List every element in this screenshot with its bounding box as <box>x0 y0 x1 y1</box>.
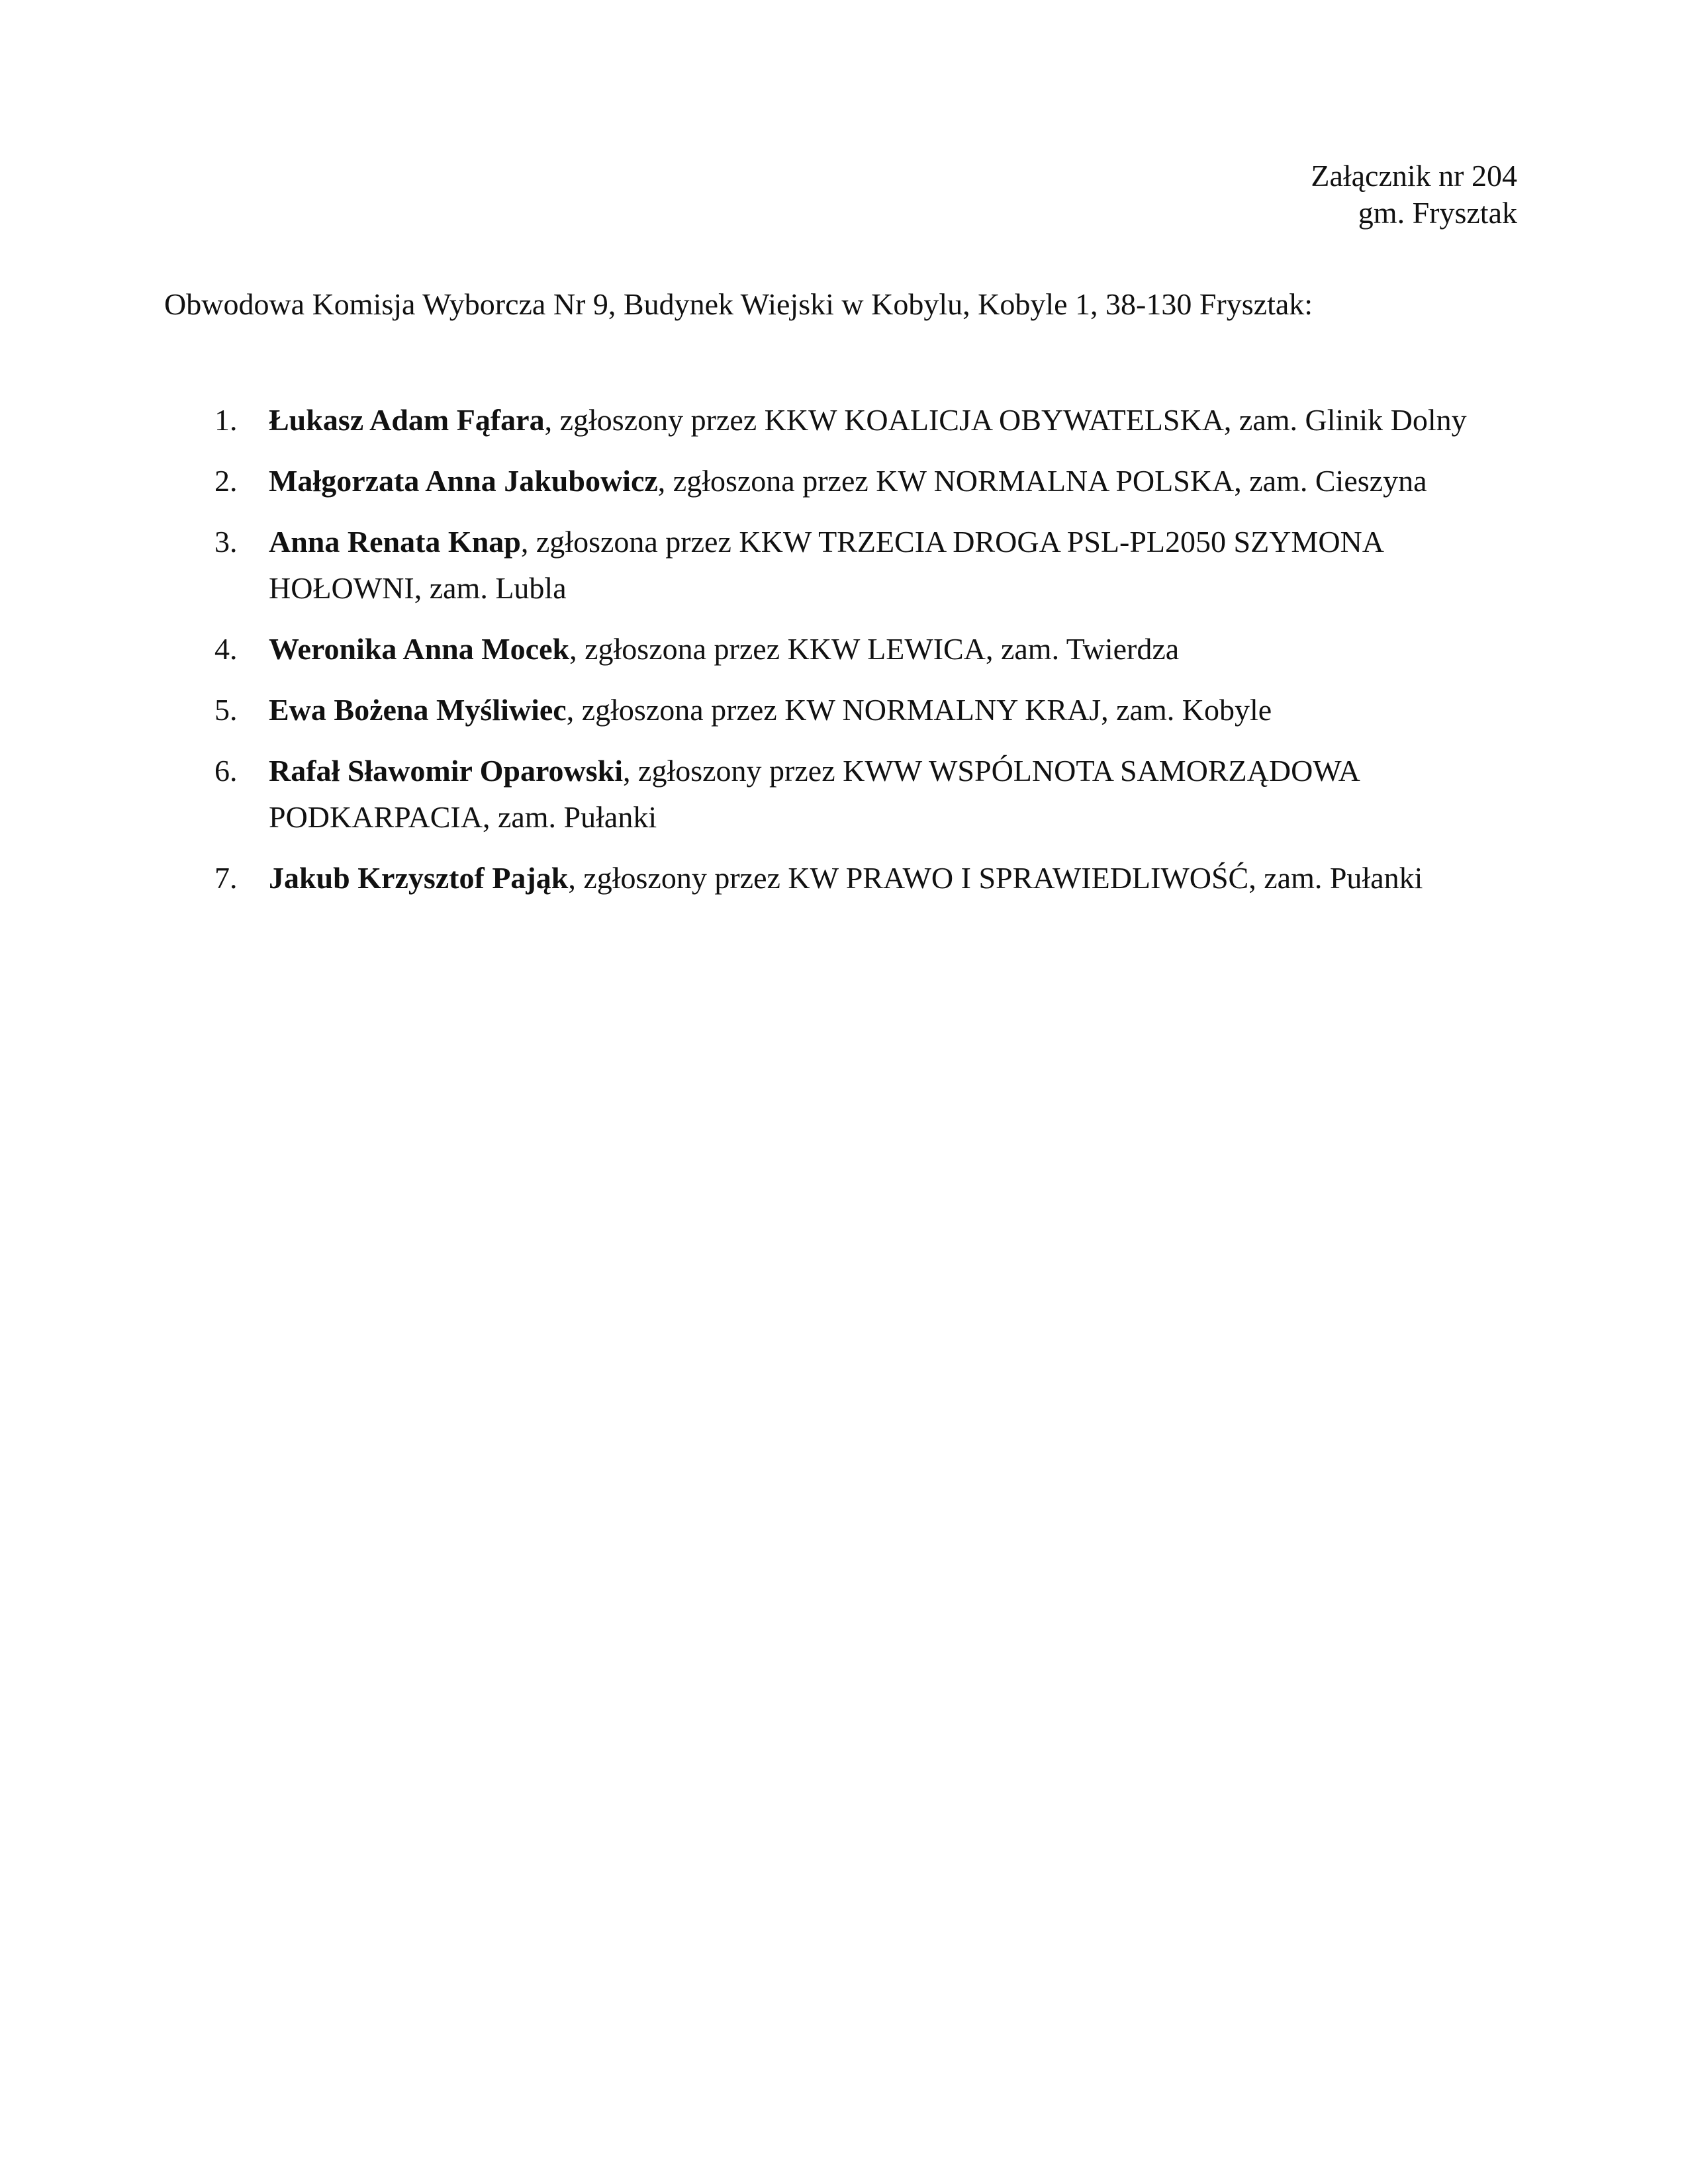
municipality: gm. Frysztak <box>1358 196 1517 230</box>
list-item <box>164 855 1521 901</box>
member-details: , zgłoszony przez KW PRAWO I SPRAWIEDLIWOŚĆ, zam. Pułanki <box>568 861 1423 895</box>
member-list <box>164 397 1521 916</box>
list-item-number: 4. <box>214 632 238 666</box>
member-name: Jakub Krzysztof Pająk <box>269 861 569 895</box>
member-details: , zgłoszona przez KKW TRZECIA DROGA PSL-PL2050 SZYMONA HOŁOWNI, zam. Lubla <box>269 525 1383 605</box>
member-details: , zgłoszony przez KWW WSPÓLNOTA SAMORZĄDOWA PODKARPACIA, zam. Pułanki <box>269 754 1359 834</box>
member-name: Rafał Sławomir Oparowski <box>269 754 624 788</box>
list-item-number: 5. <box>214 693 238 727</box>
list-item <box>164 397 1521 443</box>
member-name: Ewa Bożena Myśliwiec <box>269 693 567 727</box>
document-header <box>1311 158 1517 232</box>
list-item <box>164 458 1521 504</box>
member-name: Łukasz Adam Fąfara <box>269 403 545 437</box>
member-details: , zgłoszona przez KKW LEWICA, zam. Twierdza <box>569 632 1180 666</box>
list-item-number: 1. <box>214 403 238 437</box>
list-item-number: 7. <box>214 861 238 895</box>
member-name: Weronika Anna Mocek <box>269 632 570 666</box>
list-item <box>164 626 1521 672</box>
member-details: , zgłoszony przez KKW KOALICJA OBYWATELSKA, zam. Glinik Dolny <box>544 403 1467 437</box>
attachment-number: Załącznik nr 204 <box>1311 159 1517 193</box>
list-item-number: 6. <box>214 754 238 788</box>
list-item-number: 2. <box>214 464 238 498</box>
list-item <box>164 687 1521 733</box>
committee-title: Obwodowa Komisja Wyborcza Nr 9, Budynek Wiejski w Kobylu, Kobyle 1, 38-130 Frysztak: <box>164 287 1313 321</box>
member-details: , zgłoszona przez KW NORMALNY KRAJ, zam. Kobyle <box>566 693 1272 727</box>
member-name: Małgorzata Anna Jakubowicz <box>269 464 658 498</box>
member-name: Anna Renata Knap <box>269 525 521 559</box>
list-item <box>164 748 1521 841</box>
list-item-number: 3. <box>214 525 238 559</box>
member-details: , zgłoszona przez KW NORMALNA POLSKA, zam. Cieszyna <box>657 464 1427 498</box>
list-item <box>164 519 1521 612</box>
